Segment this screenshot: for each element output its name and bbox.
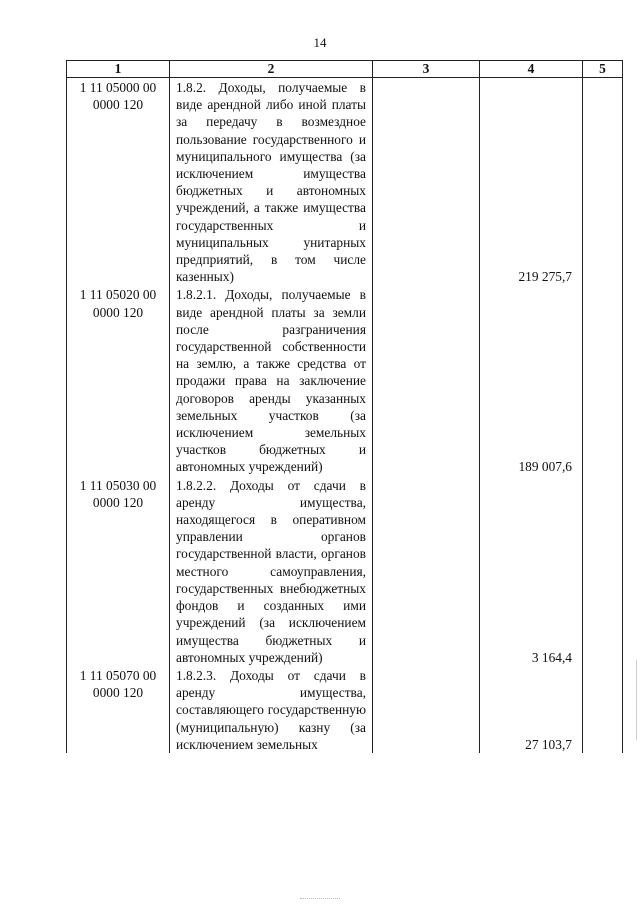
column-3-cell (373, 476, 480, 666)
page-number: 14 (313, 35, 327, 50)
scan-bottom-mark (300, 898, 340, 900)
income-name: 1.8.2.2. Доходы от сдачи в аренду имущества, находящегося в оперативном управлении органов государственной власти, органов местного самоуправления, государственных внебюджетных фондов и созданных ими учреждений (за исключением имущества бюджетных и автономных учреждений) (176, 477, 366, 665)
income-code-cell (67, 78, 170, 286)
income-code-line-1: 1 11 05030 00 (79, 477, 157, 493)
income-code-cell (67, 666, 170, 753)
amount-cell: 189 007,6 (480, 285, 583, 475)
income-name: 1.8.2. Доходы, получаемые в виде арендной либо иной платы за передачу в возмездное пользование государственного и муниципального имущества (за исключением имущества бюджетных и автономных учреждений, а также имущества государственных и муниципальных унитарных предприятий, в том числе казенных) (176, 80, 366, 285)
income-code-line-1: 1 11 05000 00 (79, 80, 157, 95)
income-code-line-2: 0000 120 (92, 97, 144, 113)
income-code-line-2: 0000 120 (92, 494, 144, 510)
amount-cell: 3 164,4 (480, 476, 583, 666)
income-name-cell (170, 666, 373, 753)
table-row (67, 666, 623, 753)
column-5-cell (583, 476, 623, 666)
table-header-row (67, 61, 623, 78)
amount-cell: 219 275,7 (480, 78, 583, 286)
column-3-cell (373, 285, 480, 475)
income-name-cell (170, 476, 373, 666)
column-header-4: 4 (480, 61, 583, 78)
income-code-cell (67, 285, 170, 475)
table-row (67, 476, 623, 666)
column-3-cell (373, 78, 480, 286)
amount-cell: 27 103,7 (480, 666, 583, 753)
income-name: 1.8.2.3. Доходы от сдачи в аренду имущества, составляющего государственную (муниципальную) казну (за исключением земельных (176, 667, 366, 752)
column-header-2: 2 (170, 61, 373, 78)
column-5-cell (583, 78, 623, 286)
column-header-5: 5 (583, 61, 623, 78)
column-5-cell (583, 285, 623, 475)
income-code-line-1: 1 11 05020 00 (79, 287, 157, 303)
column-5-cell (583, 666, 623, 753)
budget-table (66, 60, 623, 753)
income-name: 1.8.2.1. Доходы, получаемые в виде арендной платы за земли после разграничения государственной собственности на землю, а также средства от продажи права на заключение договоров аренды указанных земельных участков (за исключением земельных участков бюджетных и автономных учреждений) (176, 287, 366, 475)
column-3-cell (373, 666, 480, 753)
column-header-1: 1 (67, 61, 170, 78)
income-code-line-1: 1 11 05070 00 (79, 667, 157, 683)
table-row (67, 78, 623, 286)
scan-edge-mark (636, 660, 637, 740)
income-code-line-2: 0000 120 (92, 304, 144, 320)
income-code-cell (67, 476, 170, 666)
table-row (67, 285, 623, 475)
income-name-cell (170, 285, 373, 475)
column-header-3: 3 (373, 61, 480, 78)
income-name-cell (170, 78, 373, 286)
income-code-line-2: 0000 120 (92, 685, 144, 701)
